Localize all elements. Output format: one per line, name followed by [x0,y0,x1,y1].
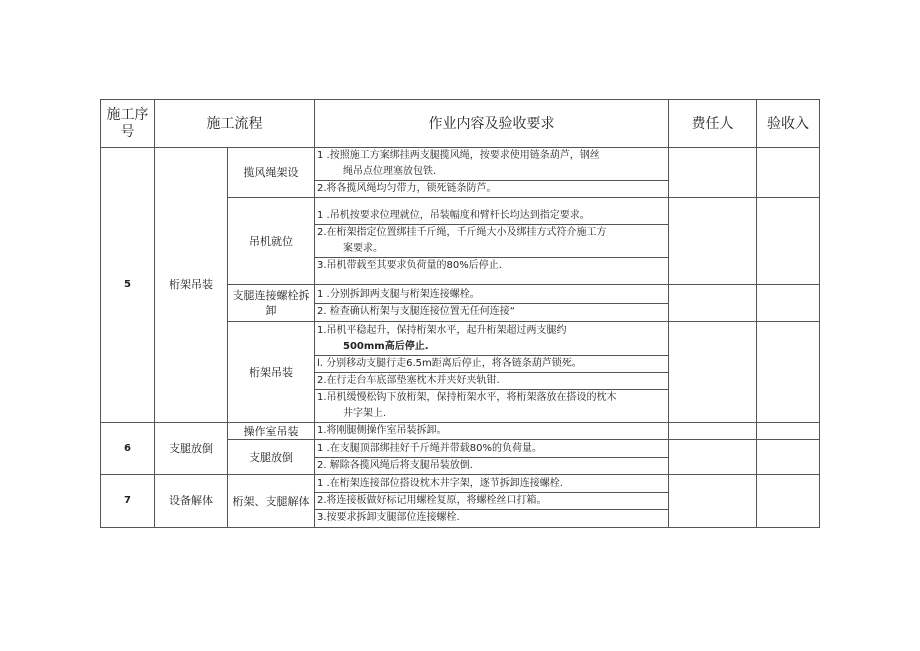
content-line: 1 .分别拆卸两支腿与桁架连接螺栓。 [317,288,480,300]
content-line: 井字架上. [343,407,387,419]
responsible-cell [669,198,757,285]
content-line: 2.将连接板做好标记用螺栓复原，将螺栓丝口打箱。 [315,492,668,509]
content-line: 500mm高后停止. [343,340,429,352]
header-responsible: 费任人 [669,100,757,148]
content-line: 2.将各揽风绳均匀带力，锁死链条防芦。 [315,180,668,197]
content-line: 2. 检查确认桁架与支腿连接位置无任何连接“ [315,303,668,320]
header-content: 作业内容及验收要求 [315,100,669,148]
acceptor-cell [757,198,820,285]
process-name: 设备解体 [155,475,228,528]
content-line: 1.吊机平稳起升，保持桁架水平，起升桁架超过两支腿约 [317,324,567,336]
acceptor-cell [757,322,820,423]
header-process: 施工流程 [155,100,315,148]
content-line: 1 .按照施工方案绑挂两支腿揽风绳，按要求使用链条葫芦，钢丝 [317,150,600,161]
row-number: 5 [101,148,155,423]
content-line: 案要求。 [343,243,383,254]
content-cell [315,148,669,198]
responsible-cell [669,285,757,322]
responsible-cell [669,322,757,423]
acceptor-cell [757,440,820,475]
acceptor-cell [757,475,820,528]
sub-step: 吊机就位 [228,198,315,285]
table-row [101,423,820,440]
content-line: 3.按要求拆卸支腿部位连接螺栓. [315,509,668,526]
content-cell [315,285,669,322]
content-line: 2.在行走台车底部垫塞枕木并夹好夹轨钳. [315,372,668,389]
content-line: 1 .在桁架连接部位搭设枕木井字架，逐节拆卸连接螺栓. [317,478,563,489]
construction-table [100,99,820,528]
content-line: 绳吊点位理塞放包铁. [343,166,437,177]
content-line: l. 分别移动支腿行走6.5m距离后停止，将各链条葫芦锁死。 [315,355,668,372]
responsible-cell [669,440,757,475]
table-row [101,148,820,198]
table-row [101,475,820,528]
content-line: 2.在桁架指定位置绑挂千斤绳，千斤绳大小及绑挂方式符介施工方 [315,224,668,241]
process-name: 支腿放倒 [155,423,228,475]
row-number: 6 [101,423,155,475]
responsible-cell [669,148,757,198]
content-cell [315,440,669,475]
row-number: 7 [101,475,155,528]
content-line: 3.吊机带载至其要求负荷量的80%后停止. [315,257,668,274]
acceptor-cell [757,148,820,198]
content-cell [315,423,669,440]
content-line: 1.将刚腿侧操作室吊装拆卸。 [317,425,447,436]
header-seq: 施工序号 [101,100,155,148]
content-cell [315,322,669,423]
sub-step: 桁架吊装 [228,322,315,423]
sub-step: 操作室吊装 [228,423,315,440]
acceptor-cell [757,423,820,440]
acceptor-cell [757,285,820,322]
responsible-cell [669,423,757,440]
content-line: 1 .在支腿顶部绑挂好千斤绳并带载80%的负荷量。 [317,442,542,454]
content-cell [315,475,669,528]
content-line: 2. 解除各揽风绳后将支腿吊装放倒. [315,457,668,474]
sub-step: 支腿放倒 [228,440,315,475]
content-line: 1.吊机缓慢松钩下放桁架，保持桁架水平，将桁架落放在搭设的枕木 [315,389,668,406]
sub-step: 桁架、支腿解体 [228,475,315,528]
sub-step: 揽风绳架设 [228,148,315,198]
content-line: 1 .吊机按要求位理就位，吊装幅度和臂杆长均达到指定要求。 [317,210,590,221]
header-acceptor: 验收入 [757,100,820,148]
responsible-cell [669,475,757,528]
sub-step: 支腿连接螺栓拆卸 [228,285,315,322]
header-row [101,100,820,148]
content-cell [315,198,669,285]
process-name: 桁架吊装 [155,148,228,423]
